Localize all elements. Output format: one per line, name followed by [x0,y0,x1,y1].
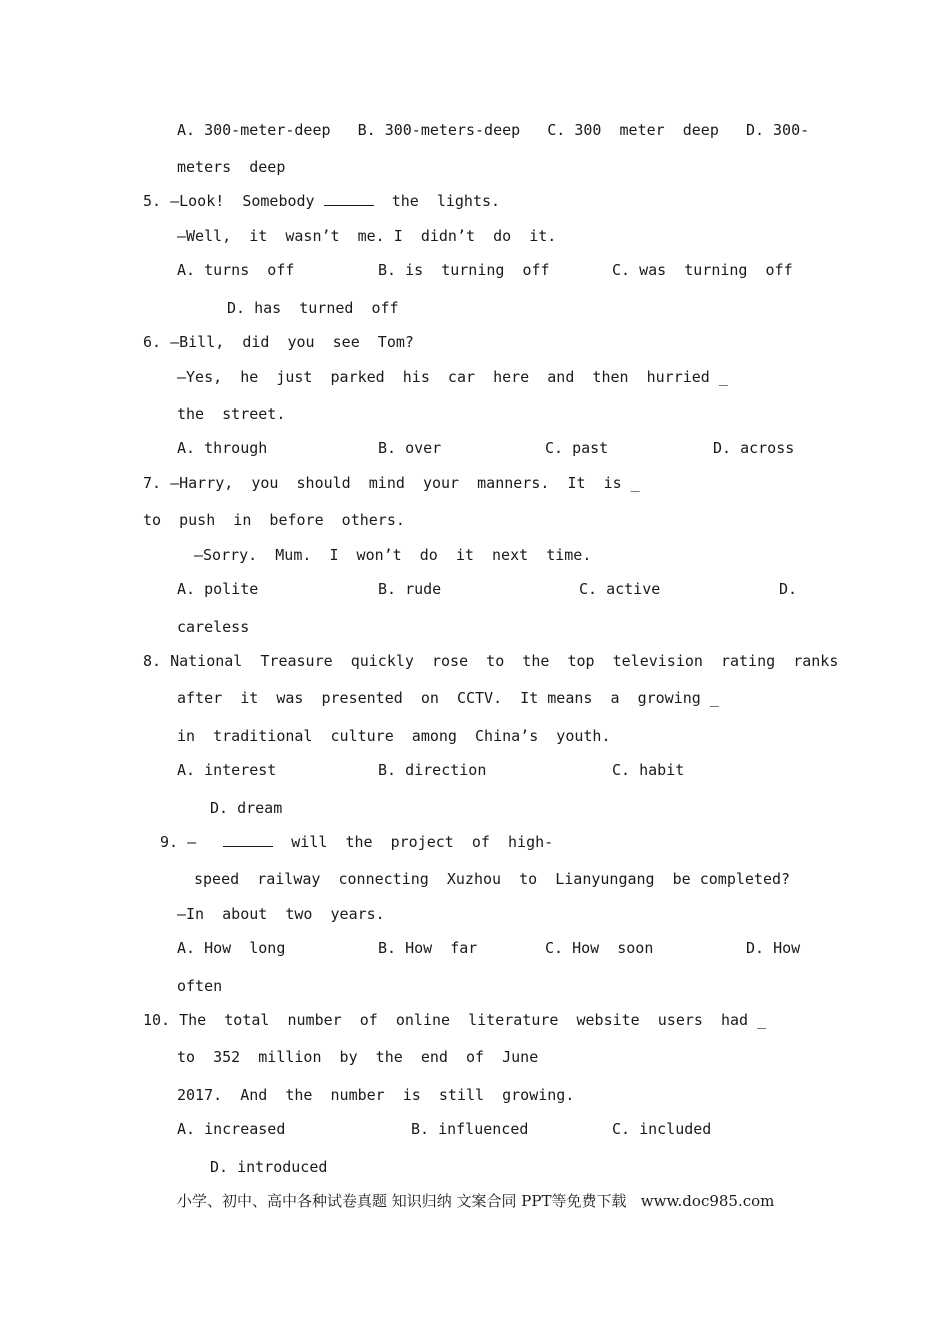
q9-option-a: A. How long [177,939,286,957]
q10-option-d: D. introduced [210,1158,328,1176]
q9-blank [223,832,273,847]
q8-option-c: C. habit [612,761,685,779]
q9-option-c: C. How soon [545,939,654,957]
q5-stem [143,191,500,211]
q9-option-b: B. How far [378,939,478,957]
q8-option-b: B. direction [378,761,487,779]
q7-option-b: B. rude [378,580,442,598]
q10-option-c: C. included [612,1120,712,1138]
q9-stem-cont: speed railway connecting Xuzhou to Lianyungang be completed? [194,870,791,888]
q6-option-b: B. over [378,439,442,457]
q7-option-d: D. [779,580,798,598]
q6-option-d: D. across [713,439,795,457]
q5-reply: —Well, it wasn’t me. I didn’t do it. [177,227,557,245]
line-q4-options: A. 300-meter-deep B. 300-meters-deep C. 300 meter deep D. 300- [177,121,810,139]
q5-stem-text-2: the lights. [391,192,501,210]
q10-stem-cont-2: 2017. And the number is still growing. [177,1086,575,1104]
q8-stem-cont: after it was presented on CCTV. It means a growing _ [177,689,719,707]
q9-option-d: D. How [746,939,801,957]
q8-stem: 8. National Treasure quickly rose to the top television rating ranks [143,652,839,670]
q7-stem: 7. —Harry, you should mind your manners. It is _ [143,474,640,492]
q9-option-d-cont: often [177,977,223,995]
q10-option-b: B. influenced [411,1120,529,1138]
q7-option-d-cont: careless [177,618,250,636]
q10-stem-cont: to 352 million by the end of June [177,1048,539,1066]
q9-stem-text-2: will the project of high- [291,833,554,851]
q8-option-d: D. dream [210,799,283,817]
q9-stem-text: 9. — [160,833,197,851]
q6-reply-cont: the street. [177,405,286,423]
q8-stem-cont-2: in traditional culture among China’s youth. [177,727,611,745]
q5-option-a: A. turns off [177,261,295,279]
q5-stem-text: 5. —Look! Somebody [143,192,315,210]
q7-option-c: C. active [579,580,661,598]
q5-option-d: D. has turned off [227,299,399,317]
q5-option-c: C. was turning off [612,261,793,279]
q6-stem: 6. —Bill, did you see Tom? [143,333,414,351]
page-footer: 小学、初中、高中各种试卷真题 知识归纳 文案合同 PPT等免费下载 www.doc985.com [177,1192,775,1210]
q7-option-a: A. polite [177,580,259,598]
q6-reply: —Yes, he just parked his car here and then hurried _ [177,368,728,386]
q6-option-c: C. past [545,439,609,457]
q6-option-a: A. through [177,439,268,457]
q7-stem-cont: to push in before others. [143,511,405,529]
q5-blank [324,191,374,206]
q9-reply: —In about two years. [177,905,385,923]
q8-option-a: A. interest [177,761,277,779]
q9-stem [160,832,553,852]
q10-stem: 10. The total number of online literature website users had _ [143,1011,767,1029]
q10-option-a: A. increased [177,1120,286,1138]
q7-reply: —Sorry. Mum. I won’t do it next time. [194,546,592,564]
q5-option-b: B. is turning off [378,261,550,279]
line-q4-option-d-cont: meters deep [177,158,286,176]
